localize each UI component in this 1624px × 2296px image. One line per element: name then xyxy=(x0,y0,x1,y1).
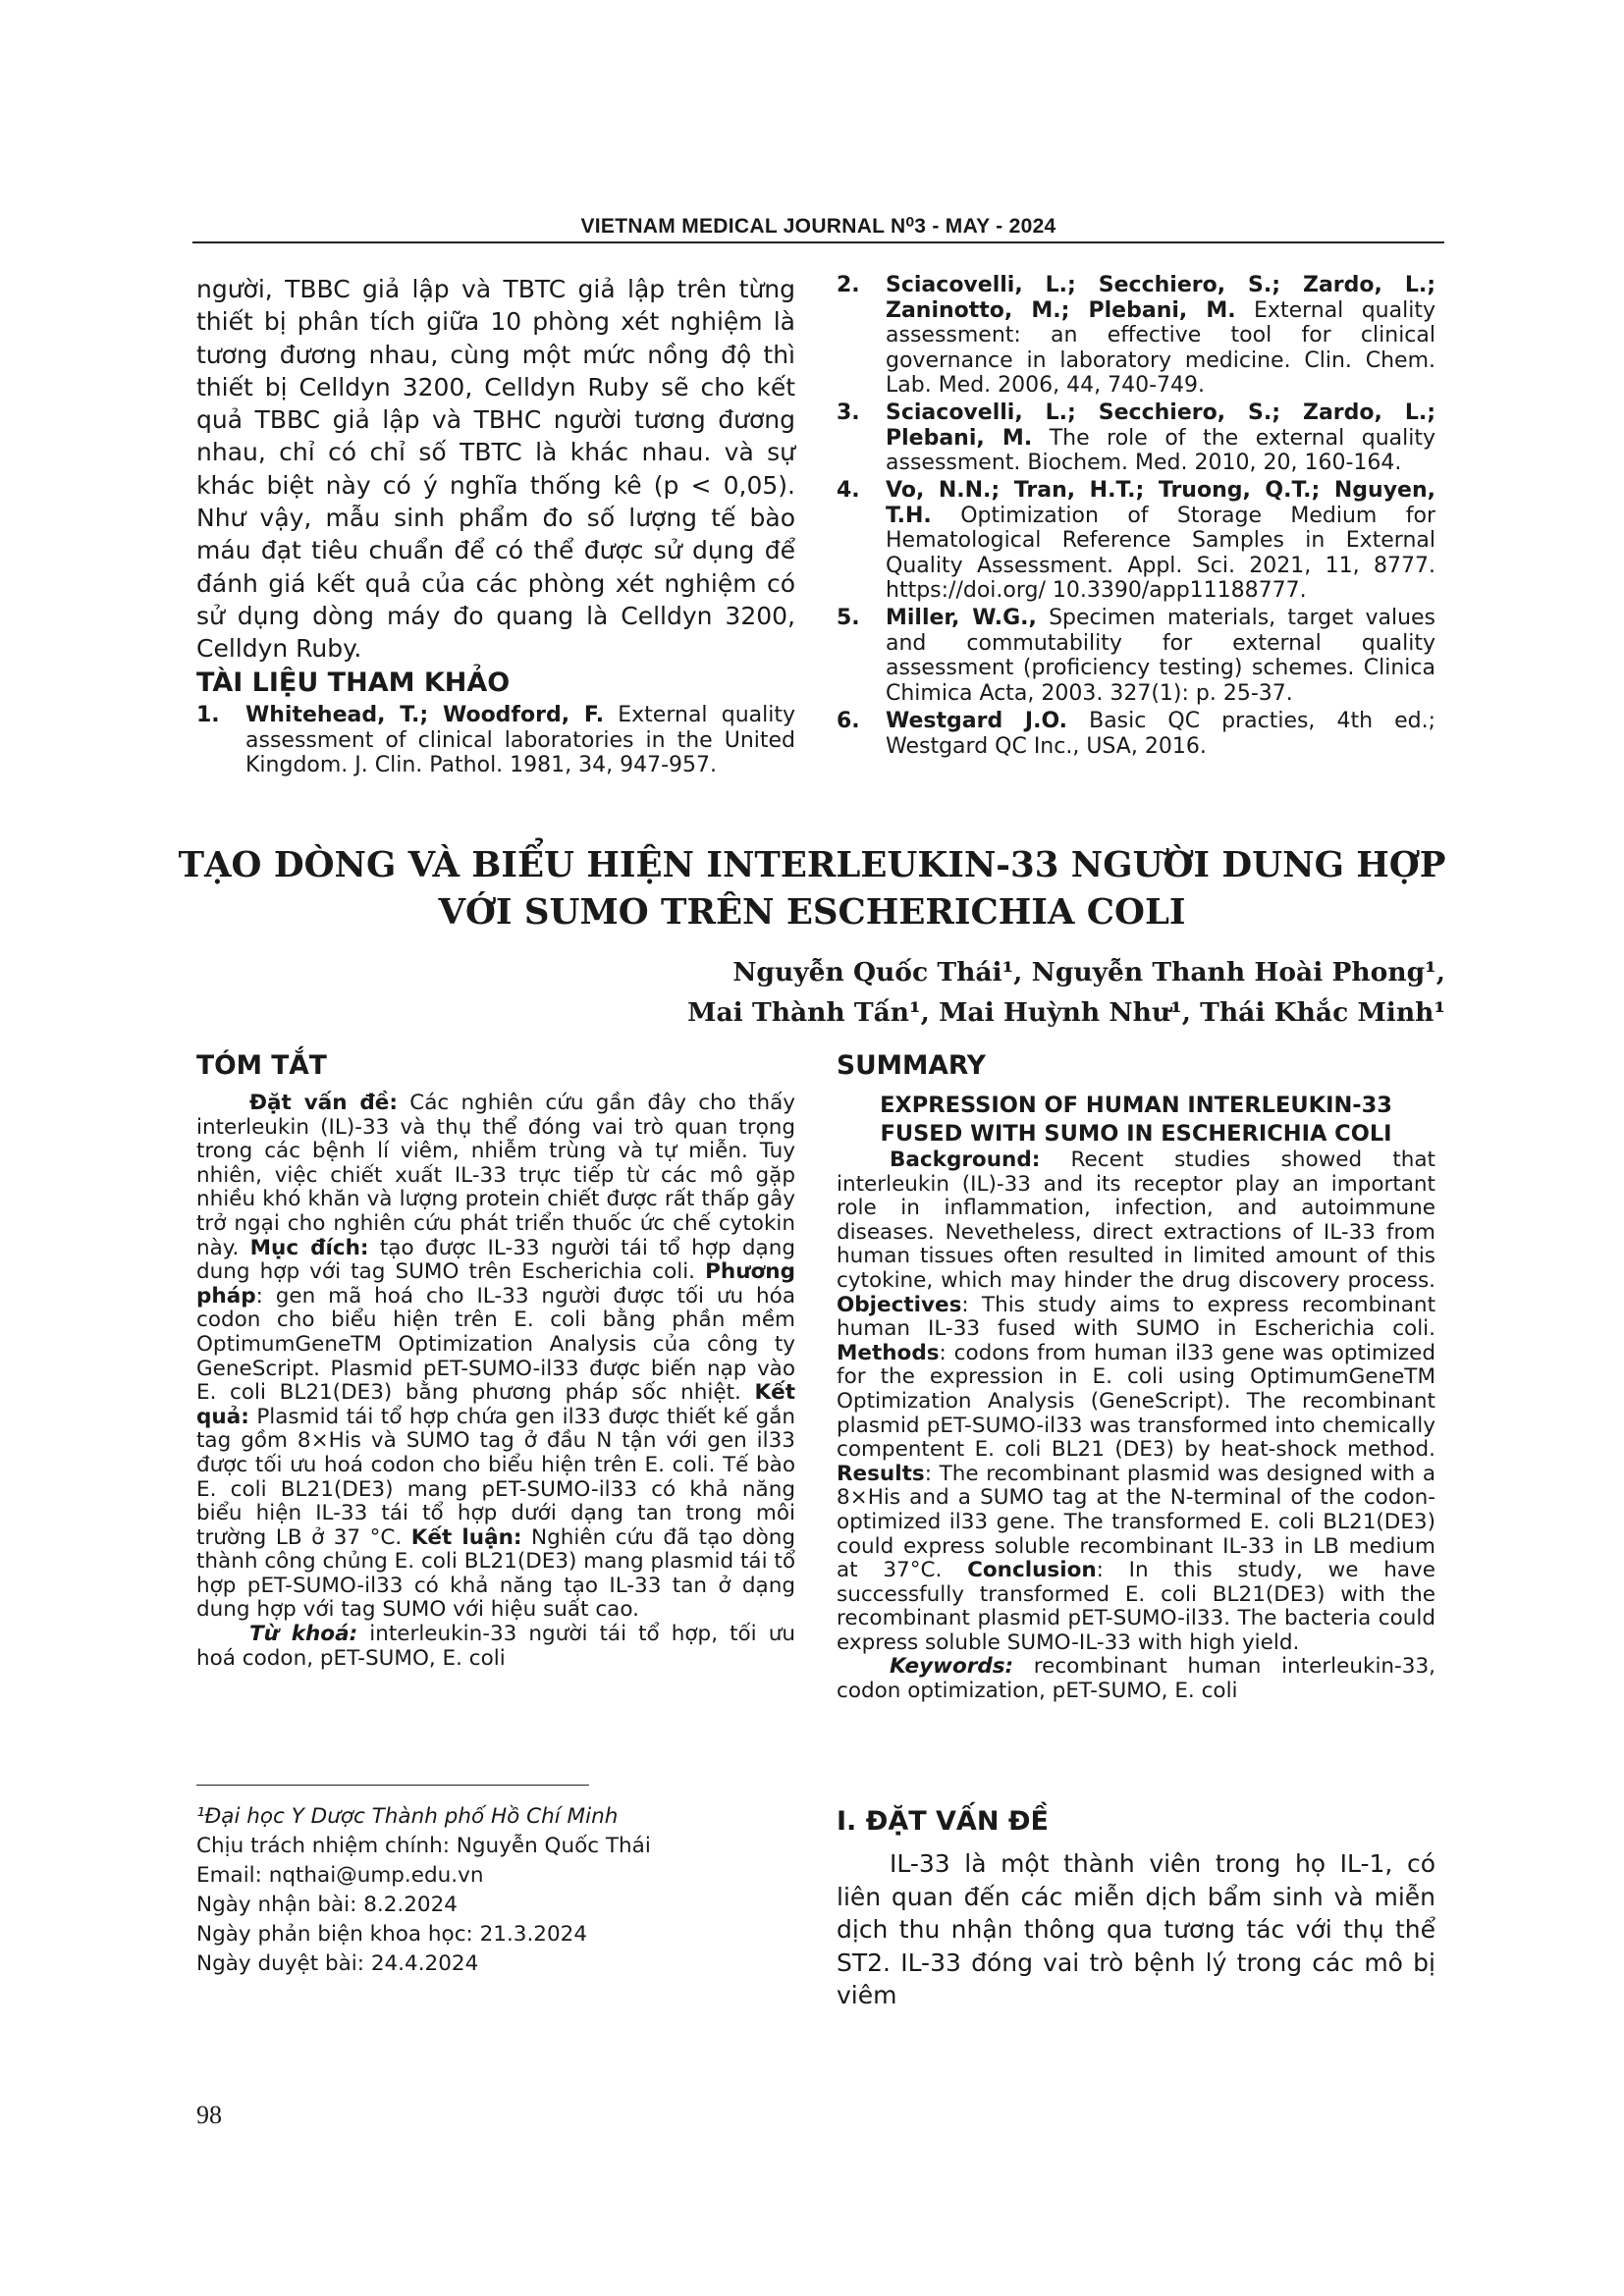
footnote-affiliation: ¹Đại học Y Dược Thành phố Hồ Chí Minh xyxy=(196,1804,619,1829)
article-title-line: VỚI SUMO TRÊN ESCHERICHIA COLI xyxy=(438,892,1186,933)
footnotes xyxy=(196,1802,795,1979)
label-ket-qua: Kết quả: xyxy=(196,1380,795,1429)
abstract-en-text: : The recombinant plasmid was designed with a 8×His and a SUMO tag at the N-terminal of the codon-optimized il33 gene. The transformed E. coli BL21(DE3) could express soluble recombinant IL-33 in LB medium at 37°C. xyxy=(837,1461,1435,1583)
author-line: Nguyễn Quốc Thái¹, Nguyễn Thanh Hoài Phong¹, xyxy=(732,957,1445,988)
label-methods: Methods xyxy=(837,1340,940,1365)
label-muc-dich: Mục đích: xyxy=(249,1235,369,1260)
footnote-email: Email: nqthai@ump.edu.vn xyxy=(196,1863,484,1888)
summary-subtitle-line: FUSED WITH SUMO IN ESCHERICHIA COLI xyxy=(880,1121,1392,1147)
label-results: Results xyxy=(837,1461,925,1486)
abstract-en-text: : In this study, we have successfully transformed E. coli BL21(DE3) with the recombinant plasmid pET-SUMO-il33. The bacteria could express soluble SUMO-IL-33 with high yield. xyxy=(837,1558,1435,1655)
reference-text: Optimization of Storage Medium for Hematological Reference Samples in External Quality Assessment. Appl. Sci. 2021, 11, 8777. https://doi.org/ 10.3390/app11188777. xyxy=(886,503,1435,603)
reference-number: 6. xyxy=(837,709,860,733)
reference-authors: Whitehead, T.; Woodford, F. xyxy=(245,703,605,727)
keywords-vn: interleukin-33 người tái tổ hợp, tối ưu hoá codon, pET-SUMO, E. coli xyxy=(196,1622,795,1671)
prev-article-paragraph: người, TBBC giả lập và TBTC giả lập trên từng thiết bị phân tích giữa 10 phòng xét nghiệm là tương đương nhau, cùng một mức nồng độ thì thiết bị Celldyn 3200, Celldyn Ruby sẽ cho kết quả TBBC giả lập và TBHC người tương đương nhau, chỉ có chỉ số TBTC là khác nhau. và sự khác biệt này có ý nghĩa thống kê (p < 0,05). Như vậy, mẫu sinh phẩm đo số lượng tế bào máu đạt tiêu chuẩn để có thể được sử dụng để đánh giá kết quả của các phòng xét nghiệm có sử dụng dòng máy đo quang là Celldyn 3200, Celldyn Ruby. xyxy=(196,275,795,664)
reference-text: The role of the external quality assessment. Biochem. Med. 2010, 20, 160-164. xyxy=(886,425,1436,475)
reference-item xyxy=(196,703,795,781)
article-title-line: TẠO DÒNG VÀ BIỂU HIỆN INTERLEUKIN-33 NGƯỜI DUNG HỢP xyxy=(178,845,1446,885)
label-phuong-phap: Phương pháp xyxy=(196,1259,795,1308)
reference-authors: Sciacovelli, L.; Secchiero, S.; Zardo, L.; Zaninotto, M.; Plebani, M. xyxy=(886,273,1435,323)
reference-text: External quality assessment of clinical laboratories in the United Kingdom. J. Clin. Pathol. 1981, 34, 947-957. xyxy=(245,703,795,777)
abstract-en-text: Recent studies showed that interleukin (IL)-33 and its receptor play an important role in inflammation, infection, and autoimmune diseases. Nevetheless, direct extractions of IL-33 from human tissues often resulted in limited amount of this cytokine, which may hinder the drug discovery process. xyxy=(837,1148,1435,1293)
abstract-en-text: : This study aims to express recombinant human IL-33 fused with SUMO in Escherichia coli. xyxy=(837,1292,1435,1342)
footnote-responsible: Chịu trách nhiệm chính: Nguyễn Quốc Thái xyxy=(196,1834,651,1858)
running-header: VIETNAM MEDICAL JOURNAL N⁰3 - MAY - 2024 xyxy=(580,215,1056,238)
reference-number: 2. xyxy=(837,273,860,297)
reference-text: Specimen materials, target values and commutability for external quality assessment (proficiency testing) schemes. Clinica Chimica Acta, 2003. 327(1): p. 25-37. xyxy=(886,606,1436,706)
author-list xyxy=(550,952,1445,1033)
abstract-en xyxy=(837,1148,1435,1704)
page-number: 98 xyxy=(196,2101,222,2129)
label-dat-van-de: Đặt vấn đề: xyxy=(249,1091,398,1115)
reference-number: 5. xyxy=(837,606,860,630)
reference-authors: Vo, N.N.; Tran, H.T.; Truong, Q.T.; Nguyen, T.H. xyxy=(886,478,1435,528)
label-conclusion: Conclusion xyxy=(967,1558,1097,1583)
footnote-reviewed: Ngày phản biện khoa học: 21.3.2024 xyxy=(196,1922,588,1947)
summary-subtitle-line: EXPRESSION OF HUMAN INTERLEUKIN-33 xyxy=(880,1093,1392,1118)
abstract-vn-text: tạo được IL-33 người tái tổ hợp dạng dung hợp với tag SUMO trên Escherichia coli. xyxy=(196,1235,795,1285)
reference-authors: Sciacovelli, L.; Secchiero, S.; Zardo, L.; Plebani, M. xyxy=(886,400,1435,451)
summary-heading: SUMMARY xyxy=(837,1050,986,1081)
reference-text: Basic QC practies, 4th ed.; Westgard QC Inc., USA, 2016. xyxy=(886,709,1435,759)
abstract-vn-text: Plasmid tái tổ hợp chứa gen il33 được thiết kế gắn tag gồm 8×His và SUMO tag ở đầu N tận với gen il33 được tối ưu hoá codon cho biểu hiện trên E. coli. Tế bào E. coli BL21(DE3) mang pET-SUMO-il33 có khả năng biểu hiện IL-33 tái tổ hợp dưới dạng tan trong môi trường LB ở 37 °C. xyxy=(196,1404,795,1550)
summary-subtitle xyxy=(837,1092,1435,1148)
footnote-received: Ngày nhận bài: 8.2.2024 xyxy=(196,1893,458,1917)
abstract-en-text: : codons from human il33 gene was optimized for the expression in E. coli using OptimumGeneTM Optimization Analysis (GeneScript). The recombinant plasmid pET-SUMO-il33 was transformed into chemically compentent E. coli BL21 (DE3) by heat-shock method. xyxy=(837,1340,1435,1463)
label-background: Background: xyxy=(890,1148,1041,1172)
article-title xyxy=(137,842,1487,936)
label-ket-luan: Kết luận: xyxy=(410,1524,522,1550)
intro-heading: I. ĐẶT VẤN ĐỀ xyxy=(837,1806,1049,1837)
abstract-vn-heading: TÓM TẮT xyxy=(196,1050,327,1081)
references-heading: TÀI LIỆU THAM KHẢO xyxy=(196,667,511,698)
keywords-vn-label: Từ khoá: xyxy=(249,1622,358,1647)
footnote-rule xyxy=(196,1785,589,1786)
author-line: Mai Thành Tấn¹, Mai Huỳnh Như¹, Thái Khắc Minh¹ xyxy=(687,997,1445,1028)
intro-text: IL-33 là một thành viên trong họ IL-1, có liên quan đến các miễn dịch bẩm sinh và miễn dịch thu nhận thông qua tương tác với thụ thể ST2. IL-33 đóng vai trò bệnh lý trong các mô bị viêm xyxy=(837,1849,1435,2009)
header-rule xyxy=(192,241,1444,243)
reference-authors: Miller, W.G., xyxy=(886,606,1037,630)
keywords-en: recombinant human interleukin-33, codon optimization, pET-SUMO, E. coli xyxy=(837,1654,1435,1704)
reference-number: 1. xyxy=(196,703,220,727)
reference-authors: Westgard J.O. xyxy=(886,709,1068,733)
abstract-vn-text: Nghiên cứu đã tạo dòng thành công chủng E. coli BL21(DE3) mang plasmid tái tổ hợp pET-SUMO-il33 có khả năng tạo IL-33 tan ở dạng dung hợp với tag SUMO với hiệu suất cao. xyxy=(196,1524,795,1623)
reference-number: 3. xyxy=(837,400,860,425)
footnote-accepted: Ngày duyệt bài: 24.4.2024 xyxy=(196,1951,479,1976)
reference-text: External quality assessment: an effective tool for clinical governance in laboratory medicine. Clin. Chem. Lab. Med. 2006, 44, 740-749. xyxy=(886,297,1435,398)
abstract-vn xyxy=(196,1092,795,1671)
reference-number: 4. xyxy=(837,478,860,503)
label-objectives: Objectives xyxy=(837,1292,962,1317)
abstract-vn-text: : gen mã hoá cho IL-33 người được tối ưu hóa codon cho biểu hiện trên E. coli bằng phần mềm OptimumGeneTM Optimization Analysis của công ty GeneScript. Plasmid pET-SUMO-il33 được biến nạp vào E. coli BL21(DE3) bằng phương pháp sốc nhiệt. xyxy=(196,1283,795,1406)
abstract-vn-text: Các nghiên cứu gần đây cho thấy interleukin (IL)-33 và thụ thể đóng vai trò quan trọng trong các bệnh lí viêm, nhiễm trùng và tự miễn. Tuy nhiên, việc chiết xuất IL-33 trực tiếp từ các mô gặp nhiều khó khăn và lượng protein chiết được rất thấp gây trở ngại cho nghiên cứu phát triển thuốc ức chế cytokin này. xyxy=(196,1091,796,1260)
keywords-en-label: Keywords: xyxy=(890,1654,1014,1680)
